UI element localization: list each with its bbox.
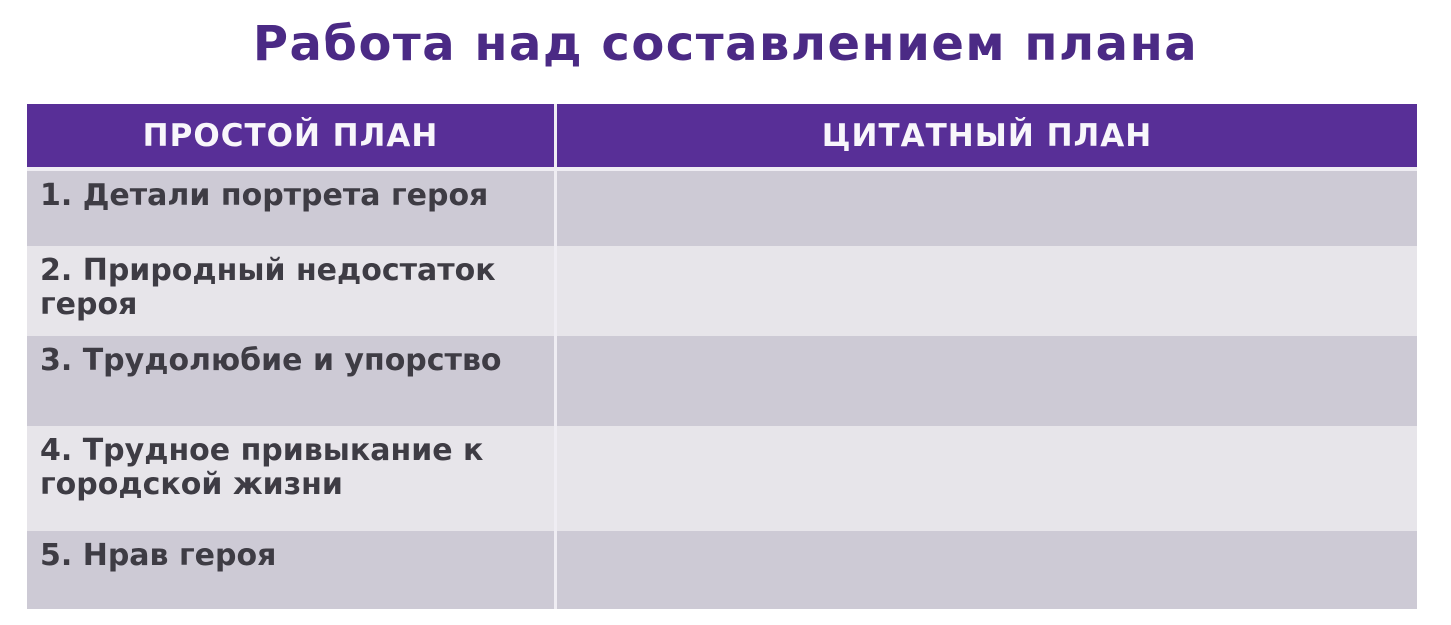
page-title: Работа над составлением плана [252, 16, 1199, 72]
table-row [27, 246, 1417, 336]
cell-quote-plan [557, 171, 1417, 246]
cell-simple-plan: 4. Трудное привыкание к городской жизни [27, 426, 557, 531]
table-row [27, 336, 1417, 426]
cell-simple-plan: 3. Трудолюбие и упорство [27, 336, 557, 426]
column-header-quote-plan: ЦИТАТНЫЙ ПЛАН [821, 117, 1153, 154]
column-header-simple-plan: ПРОСТОЙ ПЛАН [27, 104, 557, 167]
cell-simple-plan: 5. Нрав героя [27, 531, 557, 609]
cell-quote-plan [557, 531, 1417, 609]
cell-quote-plan [557, 336, 1417, 426]
plan-table [27, 104, 1417, 609]
cell-quote-plan [557, 246, 1417, 336]
cell-simple-plan: 1. Детали портрета героя [27, 171, 557, 246]
cell-simple-plan: 2. Природный недостаток героя [27, 246, 557, 336]
table-row [27, 171, 1417, 246]
cell-quote-plan [557, 426, 1417, 531]
table-row [27, 531, 1417, 609]
table-header-row [27, 104, 1417, 171]
table-row [27, 426, 1417, 531]
